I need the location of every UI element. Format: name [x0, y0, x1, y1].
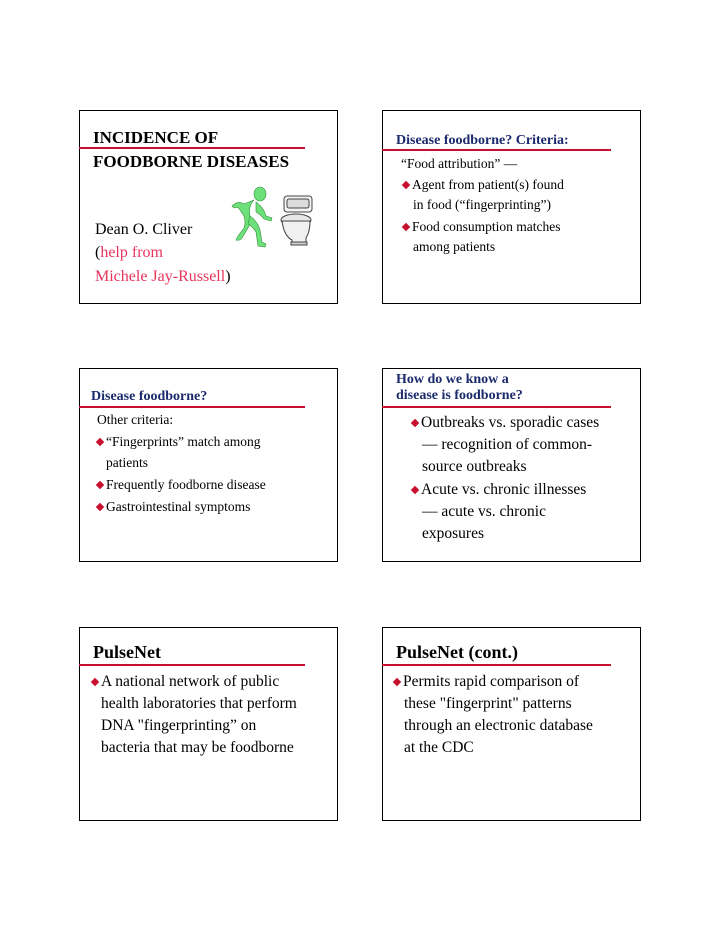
slide-2-title: Disease foodborne? Criteria:	[396, 133, 569, 148]
slide-4-bullet-1-cont-1: — recognition of common-	[422, 436, 593, 453]
slide-6-bullet-1-cont-2: through an electronic database	[404, 717, 593, 734]
slide-6-bullet-1-cont-1: these "fingerprint" patterns	[404, 695, 572, 712]
bullet-text: Acute vs. chronic illnesses	[421, 481, 587, 498]
bullet-icon	[402, 223, 410, 231]
slide-4-title-rule	[382, 406, 611, 408]
bullet-text: A national network of public	[101, 673, 280, 690]
slide-6-title: PulseNet (cont.)	[396, 642, 518, 662]
slide-2-bullet-1-cont: in food (“fingerprinting”)	[413, 197, 551, 212]
help-close-paren: )	[225, 268, 231, 285]
slide-5-bullet-1	[92, 673, 279, 691]
slide-5-bullet-1-cont-3: bacteria that may be foodborne	[101, 739, 294, 756]
help-text-line2: Michele Jay-Russell	[95, 268, 226, 285]
slide-3-bullet-3	[97, 499, 250, 515]
slide-2-intro: “Food attribution” —	[401, 156, 518, 171]
slide-3-title: Disease foodborne?	[91, 389, 208, 404]
bullet-icon	[96, 503, 104, 511]
slide-5-bullet-1-cont-2: DNA "fingerprinting” on	[101, 717, 257, 734]
slide-4-bullet-1	[412, 414, 599, 432]
slide-5-title: PulseNet	[93, 642, 161, 662]
bullet-icon	[411, 486, 419, 494]
slide-4-title-line2: disease is foodborne?	[396, 388, 523, 403]
slide-1-title-line1: INCIDENCE OF	[93, 128, 219, 147]
slide-4-bullet-2-cont-1: — acute vs. chronic	[422, 503, 546, 520]
slide-2-bullet-1	[403, 177, 564, 193]
slide-1-author: Dean O. Cliver	[95, 221, 193, 238]
slide-3-intro: Other criteria:	[97, 412, 174, 427]
slide-6-title-rule	[382, 664, 611, 666]
slide-4-bullet-2	[412, 481, 586, 499]
slide-2-bullet-2	[403, 219, 561, 235]
bullet-icon	[91, 678, 99, 686]
slide-1-title-line2: FOODBORNE DISEASES	[93, 152, 290, 171]
bullet-icon	[411, 419, 419, 427]
bullet-text: Gastrointestinal symptoms	[106, 499, 251, 514]
slide-6-bullet-1-cont-3: at the CDC	[404, 739, 474, 756]
slide-3-bullet-1	[97, 434, 260, 450]
bullet-icon	[96, 481, 104, 489]
slide-5-bullet-1-cont-1: health laboratories that perform	[101, 695, 297, 712]
slide-4-bullet-1-cont-2: source outbreaks	[422, 458, 527, 475]
toilet-icon	[278, 194, 318, 246]
slide-3-title-rule	[79, 406, 305, 408]
slide-5-title-rule	[79, 664, 305, 666]
bullet-text: Food consumption matches	[412, 219, 561, 234]
slide-1-help-line2	[95, 268, 231, 286]
bullet-icon	[393, 678, 401, 686]
bullet-text: Permits rapid comparison of	[403, 673, 580, 690]
slide-4-title-line1: How do we know a	[396, 372, 509, 387]
bullet-icon	[96, 438, 104, 446]
slide-2-bullet-2-cont: among patients	[413, 239, 496, 254]
help-text-line1: help from	[100, 244, 163, 261]
bullet-icon	[402, 181, 410, 189]
slide-1-help-line1	[95, 244, 163, 262]
running-figure-icon	[230, 186, 276, 248]
help-open-paren: (	[95, 244, 101, 261]
bullet-text: Frequently foodborne disease	[106, 477, 266, 492]
bullet-text: Agent from patient(s) found	[412, 177, 564, 192]
slide-4-bullet-2-cont-2: exposures	[422, 525, 484, 542]
bullet-text: Outbreaks vs. sporadic cases	[421, 414, 600, 431]
slide-6-bullet-1	[394, 673, 579, 691]
slide-3-bullet-1-cont: patients	[106, 455, 148, 470]
slide-2-title-rule	[382, 149, 611, 151]
bullet-text: “Fingerprints” match among	[106, 434, 261, 449]
slide-3-bullet-2	[97, 477, 266, 493]
